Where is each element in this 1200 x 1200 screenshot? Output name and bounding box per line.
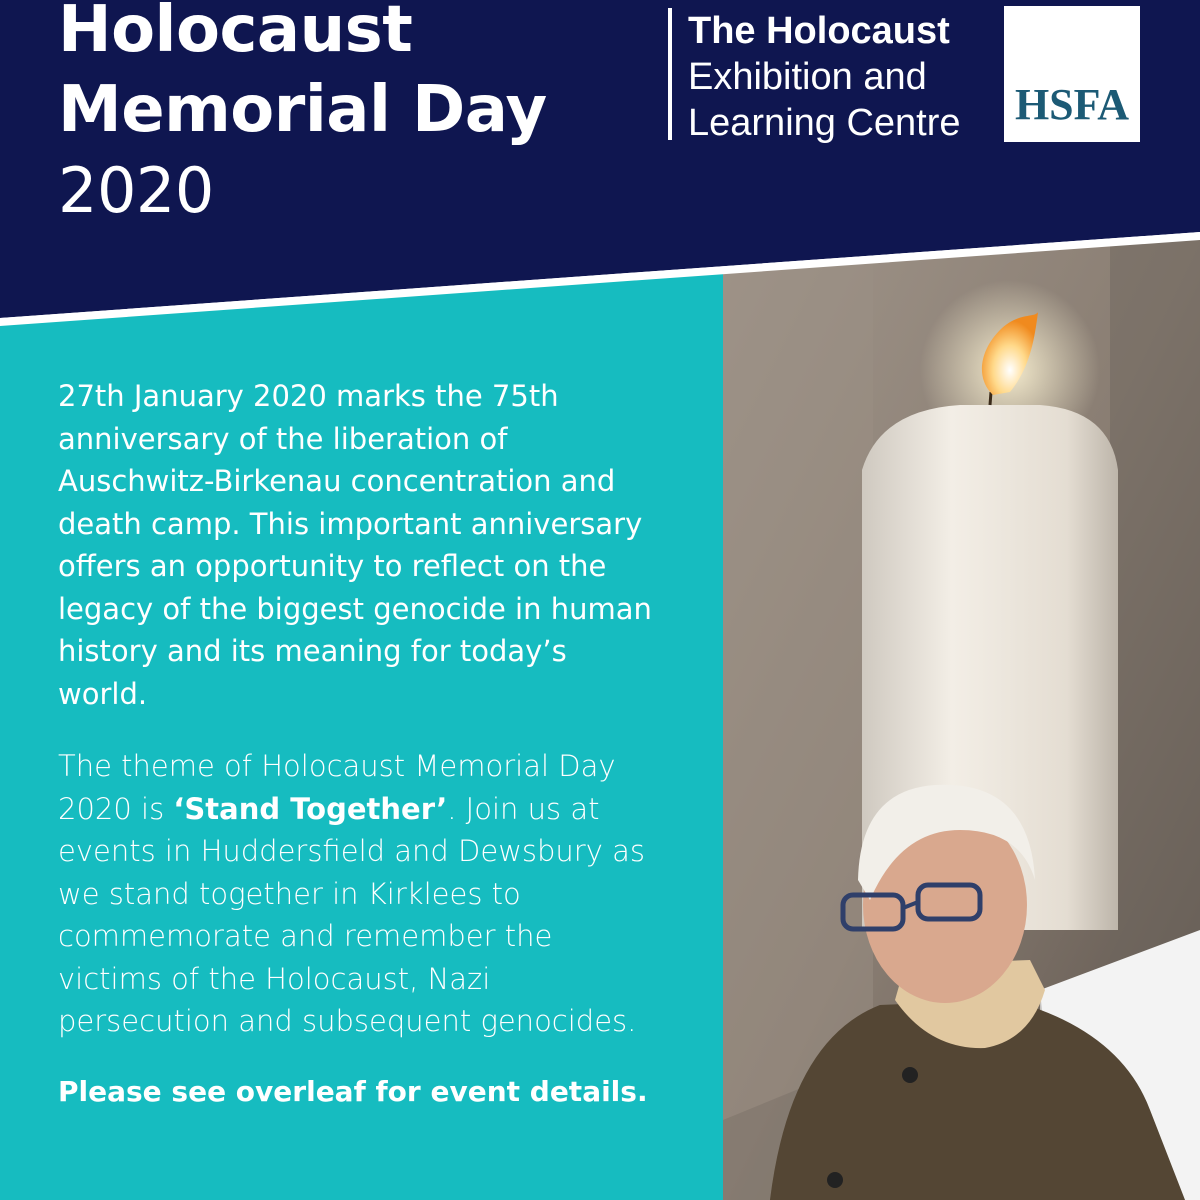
theme-paragraph-end: . Join us at events in Huddersfield and Dewsbury as we stand together in Kirklees to commemorate and remember the victims of the Holocaust, Nazi persecution and subsequent genocides. — [58, 791, 645, 1038]
intro-paragraph: 27th January 2020 marks the 75th anniversary of the liberation of Auschwitz-Birkenau concentration and death camp. This important anniversary offers an opportunity to reflect on the legacy of the biggest genocide in human history and its meaning for today’s world. — [58, 379, 652, 711]
org-name-line-3: Learning Centre — [688, 102, 961, 144]
org-name-line-2: Exhibition and — [688, 56, 927, 98]
hsfa-logo-text: HSFA — [1014, 80, 1130, 129]
org-name — [688, 8, 961, 146]
org-name-line-1: The Holocaust — [688, 10, 950, 52]
body-text — [58, 375, 658, 1113]
title-line-1: Holocaust — [58, 0, 413, 67]
org-divider — [668, 8, 672, 140]
theme-paragraph — [58, 745, 658, 1043]
theme-paragraph-start: The theme of Holocaust Memorial Day 2020 is — [58, 749, 616, 826]
title-line-2: Memorial Day — [58, 73, 547, 147]
hsfa-logo — [1004, 6, 1140, 142]
title-year: 2020 — [58, 154, 214, 227]
page-title — [58, 0, 547, 230]
theme-name: ‘Stand Together’ — [173, 791, 448, 826]
candle-photo — [723, 230, 1200, 1200]
overleaf-note: Please see overleaf for event details. — [58, 1074, 648, 1108]
